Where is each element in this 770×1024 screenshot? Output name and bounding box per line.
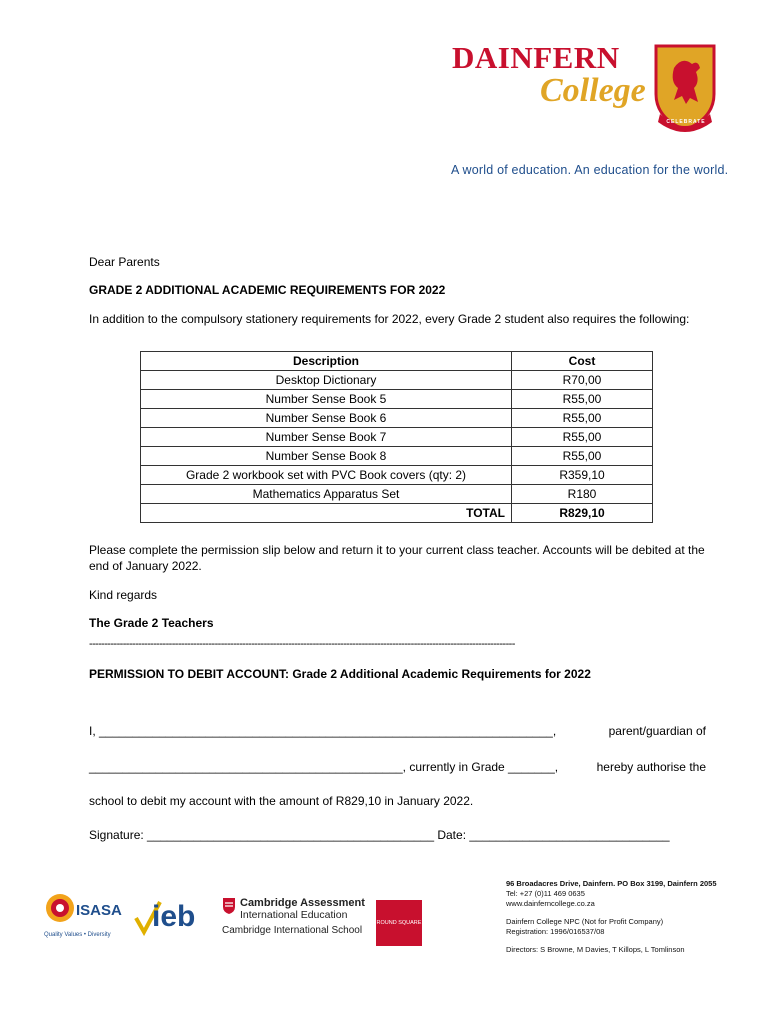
total-label: TOTAL bbox=[141, 504, 512, 523]
item-description: Desktop Dictionary bbox=[141, 371, 512, 390]
debit-statement: school to debit my account with the amount of R829,10 in January 2022. bbox=[89, 794, 474, 808]
isasa-logo-icon bbox=[42, 888, 132, 940]
footer-address-block bbox=[506, 879, 756, 955]
signature-date-field[interactable]: Signature: ___________________________________________ Date: ______________________________ bbox=[89, 828, 670, 842]
student-grade-field[interactable]: _______________________________________________, currently in Grade _______, bbox=[89, 760, 559, 774]
item-cost: R70,00 bbox=[512, 371, 653, 390]
signoff: The Grade 2 Teachers bbox=[89, 616, 214, 630]
logo-dainfern-text: DAINFERN bbox=[452, 40, 620, 75]
authorise-label: hereby authorise the bbox=[596, 760, 706, 774]
table-row bbox=[141, 428, 653, 447]
item-description: Number Sense Book 6 bbox=[141, 409, 512, 428]
item-cost: R55,00 bbox=[512, 390, 653, 409]
item-cost: R359,10 bbox=[512, 466, 653, 485]
footer-tel: Tel: +27 (0)11 469 0635 bbox=[506, 889, 585, 898]
intro-paragraph: In addition to the compulsory stationery requirements for 2022, every Grade 2 student also requires the following: bbox=[89, 312, 690, 326]
requirements-table bbox=[140, 351, 653, 523]
slip-title: PERMISSION TO DEBIT ACCOUNT: Grade 2 Additional Academic Requirements for 2022 bbox=[89, 667, 591, 681]
table-row bbox=[141, 447, 653, 466]
table-total-row bbox=[141, 504, 653, 523]
table-row bbox=[141, 466, 653, 485]
instructions-paragraph: Please complete the permission slip below and return it to your current class teacher. Accounts will be debited at the end of January 2022. bbox=[89, 543, 705, 573]
svg-text:ieb: ieb bbox=[152, 900, 196, 933]
slip-name-line bbox=[89, 723, 706, 739]
column-header-cost: Cost bbox=[512, 352, 653, 371]
cut-line-divider: ------------------------------------------------------------------------------------------------------------------------------------------- bbox=[89, 638, 515, 650]
footer-directors: Directors: S Browne, M Davies, T Killops, L Tomlinson bbox=[506, 945, 685, 954]
item-description: Grade 2 workbook set with PVC Book covers (qty: 2) bbox=[141, 466, 512, 485]
item-cost: R55,00 bbox=[512, 428, 653, 447]
cambridge-title: Cambridge Assessment bbox=[240, 897, 365, 909]
footer-website[interactable]: www.dainferncollege.co.za bbox=[506, 899, 595, 908]
cambridge-subtitle: International Education bbox=[240, 909, 348, 921]
total-value: R829,10 bbox=[512, 504, 653, 523]
letter-heading: GRADE 2 ADDITIONAL ACADEMIC REQUIREMENTS FOR 2022 bbox=[89, 283, 446, 297]
logo-college-text: College bbox=[540, 72, 646, 109]
item-description: Number Sense Book 7 bbox=[141, 428, 512, 447]
table-row bbox=[141, 409, 653, 428]
column-header-description: Description bbox=[141, 352, 512, 371]
svg-text:Quality Values • Diversity: Quality Values • Diversity bbox=[44, 932, 111, 938]
cambridge-logo bbox=[222, 897, 372, 936]
tagline: A world of education. An education for the world. bbox=[451, 163, 729, 177]
footer-address: 96 Broadacres Drive, Dainfern. PO Box 3199, Dainfern 2055 bbox=[506, 879, 717, 888]
item-cost: R55,00 bbox=[512, 409, 653, 428]
greeting: Dear Parents bbox=[89, 255, 160, 269]
table-row bbox=[141, 390, 653, 409]
footer-company: Dainfern College NPC (Not for Profit Company) bbox=[506, 917, 664, 926]
ieb-logo-icon bbox=[134, 888, 210, 940]
footer-registration: Registration: 1996/016537/08 bbox=[506, 927, 605, 936]
round-square-logo: ROUND SQUARE bbox=[376, 900, 422, 946]
item-cost: R180 bbox=[512, 485, 653, 504]
parent-name-field[interactable]: I, ____________________________________________________________________, bbox=[89, 724, 557, 738]
item-description: Mathematics Apparatus Set bbox=[141, 485, 512, 504]
cambridge-shield-icon bbox=[222, 897, 236, 915]
item-cost: R55,00 bbox=[512, 447, 653, 466]
item-description: Number Sense Book 8 bbox=[141, 447, 512, 466]
slip-student-line bbox=[89, 759, 706, 775]
item-description: Number Sense Book 5 bbox=[141, 390, 512, 409]
closing: Kind regards bbox=[89, 588, 158, 602]
table-row bbox=[141, 371, 653, 390]
svg-text:ISASA: ISASA bbox=[76, 902, 122, 919]
parent-guardian-label: parent/guardian of bbox=[608, 724, 706, 738]
cambridge-school: Cambridge International School bbox=[222, 925, 363, 936]
crest-motto: CELEBRATE bbox=[666, 119, 706, 125]
table-row bbox=[141, 485, 653, 504]
